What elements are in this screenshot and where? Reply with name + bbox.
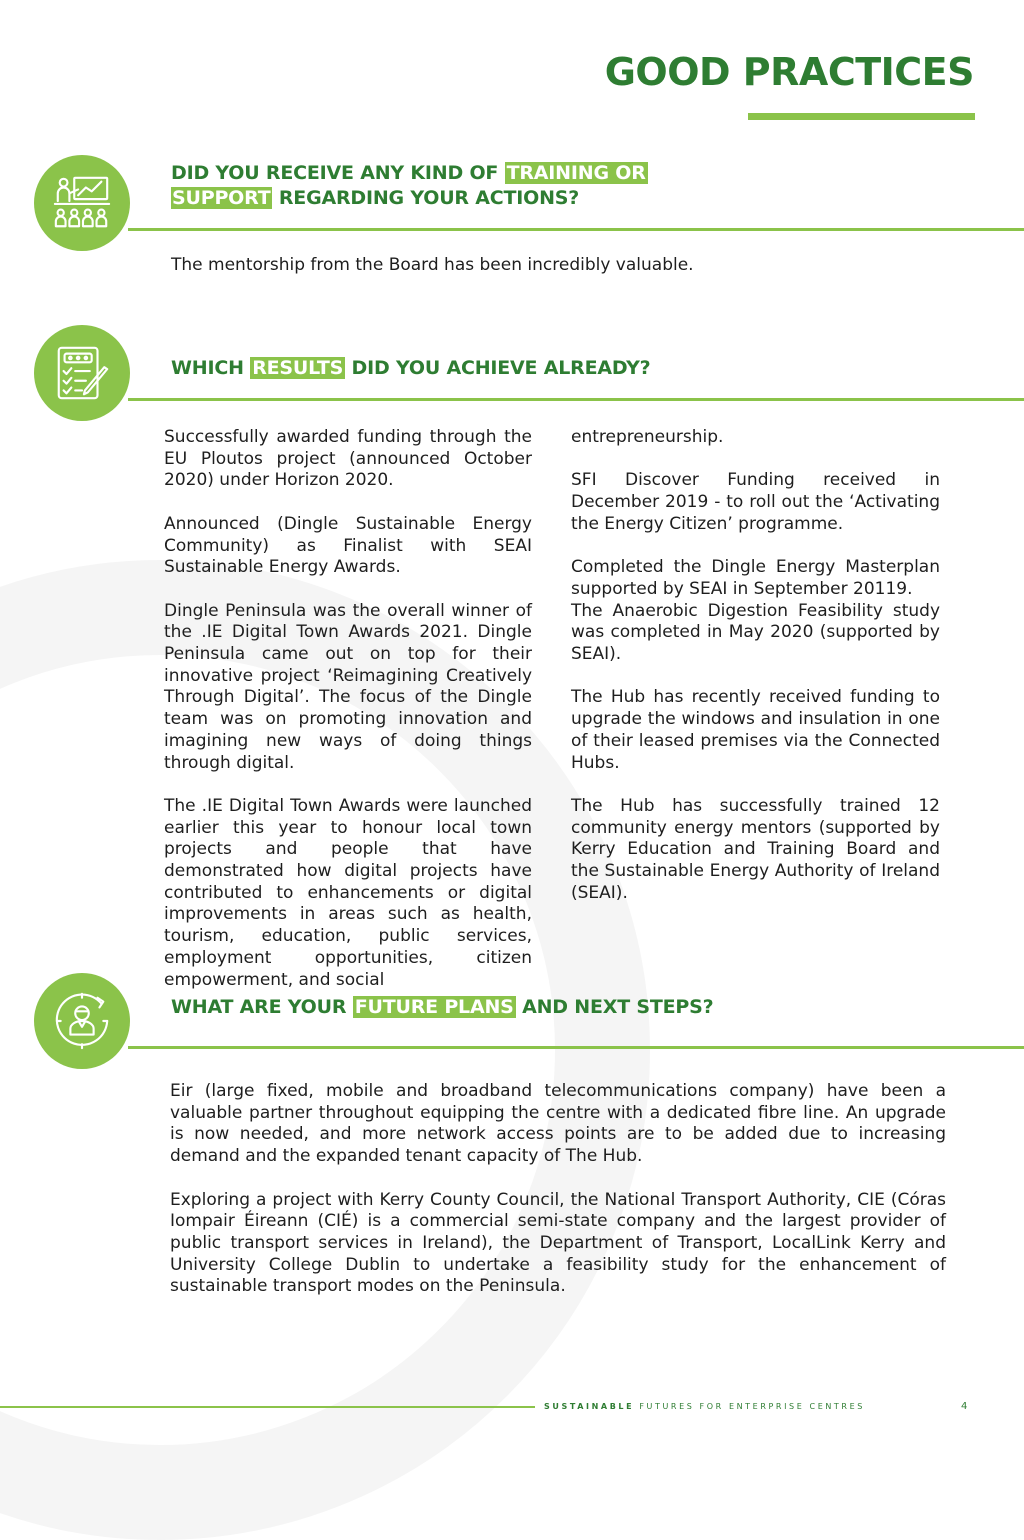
future-plans-person-icon	[34, 973, 130, 1069]
results-paragraph: The Hub has recently received funding to upgrade the windows and insulation in one of their leased premises via the Connected Hubs.	[571, 687, 940, 773]
future-plans-heading: WHAT ARE YOUR FUTURE PLANS AND NEXT STEPS?	[171, 996, 714, 1018]
checklist-results-icon	[34, 325, 130, 421]
results-paragraph: The .IE Digital Town Awards were launched earlier this year to honour local town projects and people that have demonstrated how digital projects have contributed to enhancements or digital improvements in areas such as health, tourism, education, public services, employment opportunities, citizen empowerment, and social	[164, 795, 532, 990]
future-plans-body	[170, 1081, 946, 1298]
title-underline	[748, 113, 975, 120]
results-section-rule	[128, 398, 1024, 401]
training-section-rule	[128, 228, 1024, 231]
training-presentation-icon	[34, 155, 130, 251]
training-heading: DID YOU RECEIVE ANY KIND OF TRAINING OR SUPPORT REGARDING YOUR ACTIONS?	[171, 162, 646, 209]
page-title: GOOD PRACTICES	[604, 50, 974, 94]
results-heading-highlight: RESULTS	[252, 357, 344, 379]
future-plans-heading-highlight: FUTURE PLANS	[354, 996, 514, 1018]
footer-rule	[0, 1406, 535, 1408]
results-paragraph: entrepreneurship.	[571, 427, 724, 447]
future-plans-paragraph: Exploring a project with Kerry County Council, the National Transport Authority, CIE (Córas Iompair Éireann (CIÉ) is a commercial semi-state company and the largest provider of public transport services in Ireland), the Department of Transport, LocalLink Kerry and University College Dublin to undertake a feasibility study for the enhancement of sustainable transport modes on the Peninsula.	[170, 1189, 946, 1297]
results-paragraph: Dingle Peninsula was the overall winner of the .IE Digital Town Awards 2021. Dingle Peninsula came out on top for their innovative project ‘Reimagining Creatively Through Digital’. The focus of the Dingle team was on promoting innovation and imagining new ways of doing things through digital.	[164, 600, 532, 773]
training-heading-highlight: TRAINING OR	[506, 162, 646, 184]
training-paragraph: The mentorship from the Board has been incredibly valuable.	[171, 255, 694, 275]
results-paragraph: The Hub has successfully trained 12 community energy mentors (supported by Kerry Education and Training Board and the Sustainable Energy Authority of Ireland (SEAI).	[571, 795, 940, 903]
results-right-column	[571, 427, 940, 904]
results-paragraph: Announced (Dingle Sustainable Energy Community) as Finalist with SEAI Sustainable Energy Awards.	[164, 513, 532, 578]
training-body	[171, 255, 951, 277]
results-paragraph: SFI Discover Funding received in December 2019 - to roll out the ‘Activating the Energy Citizen’ programme.	[571, 470, 940, 534]
results-paragraph: Successfully awarded funding through the EU Ploutos project (announced October 2020) under Horizon 2020.	[164, 427, 532, 491]
results-left-column	[164, 427, 532, 991]
page-number: 4	[961, 1401, 968, 1412]
footer-text: SUSTAINABLE FUTURES FOR ENTERPRISE CENTRES	[544, 1402, 865, 1411]
results-paragraph: The Anaerobic Digestion Feasibility study was completed in May 2020 (supported by SEAI).	[571, 600, 940, 664]
results-heading: WHICH RESULTS DID YOU ACHIEVE ALREADY?	[171, 357, 651, 379]
future-plans-paragraph: Eir (large fixed, mobile and broadband telecommunications company) have been a valuable partner throughout equipping the centre with a dedicated fibre line. An upgrade is now needed, and more network access points are to be added due to increasing demand and the expanded tenant capacity of The Hub.	[170, 1081, 946, 1167]
future-plans-section-rule	[128, 1046, 1024, 1049]
support-heading-highlight: SUPPORT	[172, 187, 271, 209]
results-paragraph: Completed the Dingle Energy Masterplan supported by SEAI in September 20119.	[571, 557, 940, 599]
